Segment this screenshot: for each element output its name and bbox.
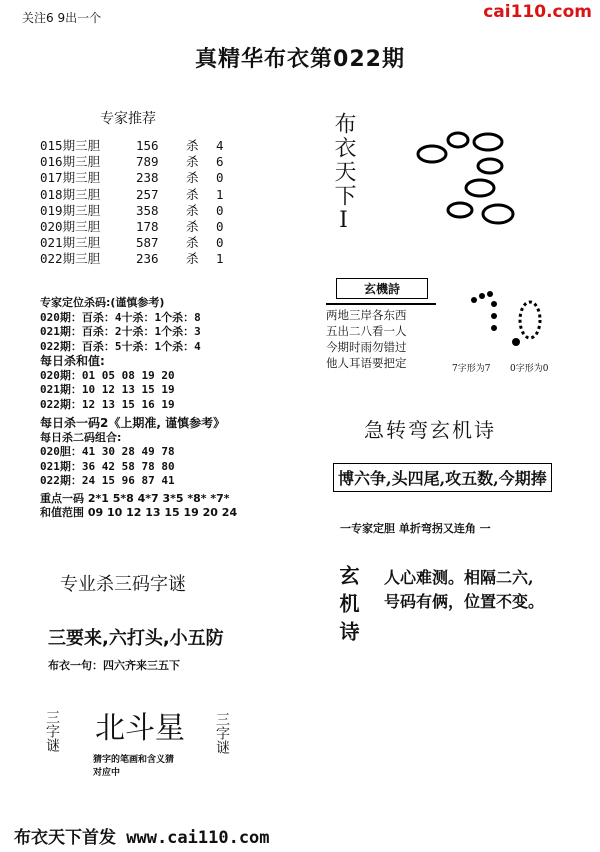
shape-note-0: 0字形为0: [510, 364, 549, 374]
poem2-banner: 博六争,头四尾,攻五数,今期捧: [333, 463, 552, 492]
list-item: 022期：12 13 15 16 19: [40, 397, 175, 411]
poem-box: [326, 278, 436, 371]
shape-note-7: 7字形为7: [452, 364, 491, 374]
sum-kill-heading: 每日杀和值:: [40, 354, 105, 368]
saying: 布衣一句：四六齐来三五下: [48, 659, 180, 672]
shape-chain-icon: [460, 282, 555, 357]
vertical-title: 布衣天下I: [331, 112, 356, 235]
riddle-note-2: 对应中: [93, 768, 121, 778]
footer-text: 布衣天下首发 www.cai110.com: [14, 828, 270, 848]
list-item: 020期：百杀：4十杀：1个杀：8: [40, 310, 201, 324]
expert-heading: 专家推荐: [100, 111, 156, 127]
poem-title: 玄機詩: [336, 278, 428, 299]
list-item: 021期：36 42 58 78 80: [40, 459, 175, 473]
pro-kill-line: 三要来,六打头,小五防: [48, 628, 224, 649]
pro-kill-heading: 专业杀三码字谜: [60, 574, 186, 595]
table-row: 018期三胆 257 杀 1: [40, 186, 224, 202]
one-code-heading: 每日杀一码2《上期准, 谨慎参考》: [40, 416, 226, 430]
position-kill-heading: 专家定位杀码:(谨慎参考): [40, 296, 165, 309]
poem-line: 他人耳语要把定: [326, 356, 407, 370]
poem-line: 今期时雨勿错过: [326, 340, 407, 354]
table-row: 019期三胆 358 杀 0: [40, 202, 224, 218]
table-row: 017期三胆 238 杀 0: [40, 170, 224, 186]
riddle-line-1: 人心难测。相隔二六,: [384, 568, 534, 587]
table-row: 020期三胆 178 杀 0: [40, 219, 224, 235]
list-item: 022期：24 15 96 87 41: [40, 474, 175, 487]
expert-table: [40, 138, 224, 268]
riddle-line-2: 号码有俩，位置不变。: [384, 592, 545, 611]
riddle-label-left: 三字谜: [44, 710, 60, 752]
position-kill-block: [40, 296, 237, 521]
key-code: 重点一码 2*1 5*8 4*7 3*5 *8* *7*: [40, 491, 230, 505]
list-item: 021期：10 12 13 15 19: [40, 383, 175, 396]
two-code-heading: 每日杀二码组合:: [40, 430, 122, 444]
list-item: 021期：百杀：2十杀：1个杀：3: [40, 325, 201, 338]
riddle-note-1: 猜字的笔画和含义猜: [93, 755, 175, 765]
follow-note: 关注6 9出一个: [22, 11, 102, 25]
coin-chain-icon: [410, 122, 530, 232]
poem-line: 五出二八看一人: [326, 324, 407, 338]
table-row: 016期三胆 789 杀 6: [40, 154, 224, 170]
poem2-heading: 急转弯玄机诗: [364, 418, 496, 442]
page-title: 真精华布衣第022期: [195, 47, 405, 72]
expert-line: 一专家定胆 单折弯拐又连角 一: [340, 522, 491, 535]
table-row: 015期三胆 156 杀 4: [40, 138, 224, 153]
list-item: 020期：01 05 08 19 20: [40, 368, 175, 382]
list-item: 022期：百杀：5十杀：1个杀：4: [40, 339, 201, 353]
poem-line: 两地三岸各东西: [326, 308, 407, 322]
vertical-poem-title: 玄机诗: [336, 565, 360, 649]
riddle-label-right: 三字谜: [214, 712, 230, 754]
list-item: 020胆：41 30 28 49 78: [40, 445, 175, 458]
table-row: 021期三胆 587 杀 0: [40, 235, 224, 251]
riddle-word: 北斗星: [95, 711, 185, 746]
brand-logo: cai110.com: [483, 2, 592, 22]
table-row: 022期三胆 236 杀 1: [40, 251, 224, 267]
sum-range: 和值范围 09 10 12 13 15 19 20 24: [40, 506, 238, 519]
